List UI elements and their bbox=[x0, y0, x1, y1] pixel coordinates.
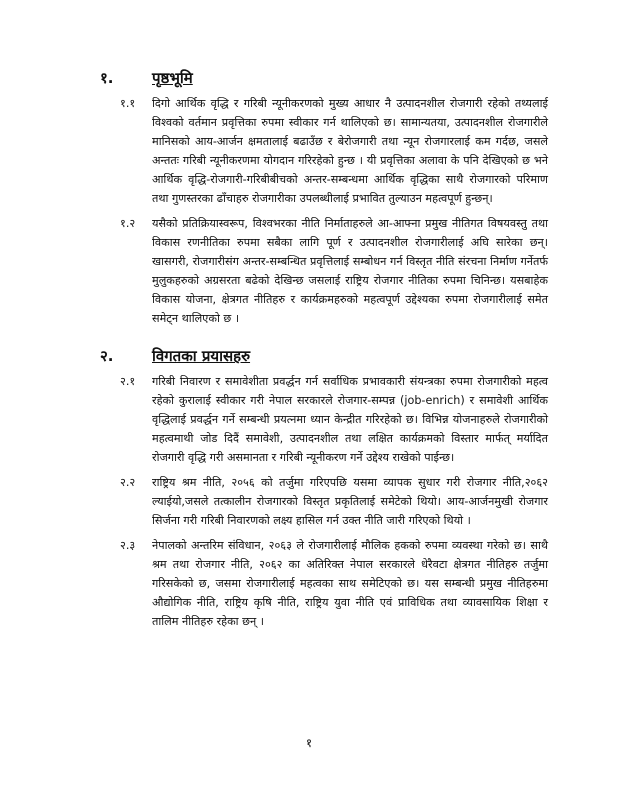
paragraph-number: २.२ bbox=[120, 476, 136, 489]
section-heading bbox=[100, 68, 548, 88]
paragraph-text: यसैको प्रतिक्रियास्वरूप, विश्वभरका नीति निर्माताहरुले आ-आफ्ना प्रमुख नीतिगत विषयवस्तु तथा विकास रणनीतिका रुपमा सबैका लागि पूर्ण र उत्पादनशील रोजगारीलाई अघि सारेका छन्। खासगरी, रोजगारीसंग अन्तर-सम्बन्धित प्रवृत्तिलाई सम्बोधन गर्न विस्तृत नीति संरचना निर्माण गर्नेतर्फ मुलुकहरुको अग्रसरता बढेको देखिन्छ जसलाई राष्ट्रिय रोजगार नीतिका रुपमा चिनिन्छ। यसबाहेक विकास योजना, क्षेत्रगत नीतिहरु र कार्यक्रमहरुको महत्वपूर्ण उद्देश्यका रुपमा रोजगारीलाई समेत समेट्न थालिएको छ । bbox=[152, 217, 548, 325]
paragraph-number: १.१ bbox=[120, 97, 136, 110]
section-past-efforts bbox=[100, 346, 548, 631]
section-title: विगतका प्रयासहरु bbox=[152, 347, 251, 365]
section-title: पृष्ठभूमि bbox=[152, 69, 193, 87]
section-background bbox=[100, 68, 548, 328]
page-number: १ bbox=[305, 736, 313, 750]
section-heading bbox=[100, 346, 548, 366]
paragraph-text: नेपालको अन्तरिम संविधान, २०६३ ले रोजगारीलाई मौलिक हकको रुपमा व्यवस्था गरेको छ। साथै श्रम तथा रोजगार नीति, २०६२ का अतिरिक्त नेपाल सरकारले धेरैवटा क्षेत्रगत नीतिहरु तर्जुमा गरिसकेको छ, जसमा रोजगारीलाई महत्वका साथ समेटिएको छ। यस सम्बन्धी प्रमुख नीतिहरुमा औद्योगिक नीति, राष्ट्रिय कृषि नीति, राष्ट्रिय युवा नीति एवं प्राविधिक तथा व्यावसायिक शिक्षा र तालिम नीतिहरु रहेका छन् । bbox=[152, 539, 548, 628]
paragraph bbox=[100, 473, 548, 530]
paragraph bbox=[100, 214, 548, 328]
paragraph-text: दिगो आर्थिक वृद्धि र गरिबी न्यूनीकरणको मुख्य आधार नै उत्पादनशील रोजगारी रहेको तथ्यलाई विश्वको वर्तमान प्रवृत्तिका रुपमा स्वीकार गर्न थालिएको छ। सामान्यतया, उत्पादनशील रोजगारीले मानिसको आय-आर्जन क्षमतालाई बढाउँछ र बेरोजगारी तथा न्यून रोजगारलाई कम गर्दछ, जसले अन्ततः गरिबी न्यूनीकरणमा योगदान गरिरहेको हुन्छ । यी प्रवृत्तिका अलावा के पनि देखिएको छ भने आर्थिक वृद्धि-रोजगारी-गरिबीबीचको अन्तर-सम्बन्धमा आर्थिक वृद्धिका साथै रोजगारको परिमाण तथा गुणस्तरका ढाँचाहरु रोजगारीका उपलब्धीलाई प्रभावित तुल्याउन महत्वपूर्ण हुन्छन्। bbox=[152, 97, 548, 205]
paragraph-text: गरिबी निवारण र समावेशीता प्रवर्द्धन गर्न सर्वाधिक प्रभावकारी संयन्त्रका रुपमा रोजगारीको महत्व रहेको कुरालाई स्वीकार गरी नेपाल सरकारले रोजगार-सम्पन्न (job-enrich) र समावेशी आर्थिक वृद्धिलाई प्रवर्द्धन गर्ने सम्बन्धी प्रयत्नमा ध्यान केन्द्रीत गरिरहेको छ। विभिन्न योजनाहरुले रोजगारीको महत्वमाथी जोड दिदैं समावेशी, उत्पादनशील तथा लक्षित कार्यक्रमको विस्तार मार्फत् मर्यादित रोजगारी वृद्धि गरी असमानता र गरिबी न्यूनीकरण गर्ने उद्देश्य राखेको पाईन्छ। bbox=[152, 375, 548, 464]
paragraph bbox=[100, 94, 548, 208]
paragraph-number: २.३ bbox=[120, 539, 136, 552]
paragraph-number: २.१ bbox=[120, 375, 136, 388]
paragraph-text: राष्ट्रिय श्रम नीति, २०५६ को तर्जुमा गरिएपछि यसमा व्यापक सुधार गरी रोजगार नीति,२०६२ ल्याईयो,जसले तत्कालीन रोजगारको विस्तृत प्रकृतिलाई समेटेको थियो। आय-आर्जनमुखी रोजगार सिर्जना गरी गरिबी निवारणको लक्ष्य हासिल गर्न उक्त नीति जारी गरिएको थियो । bbox=[152, 476, 548, 527]
paragraph bbox=[100, 372, 548, 467]
section-number: १. bbox=[100, 69, 114, 87]
section-number: २. bbox=[100, 347, 114, 365]
paragraph-number: १.२ bbox=[120, 217, 136, 230]
paragraph bbox=[100, 536, 548, 631]
